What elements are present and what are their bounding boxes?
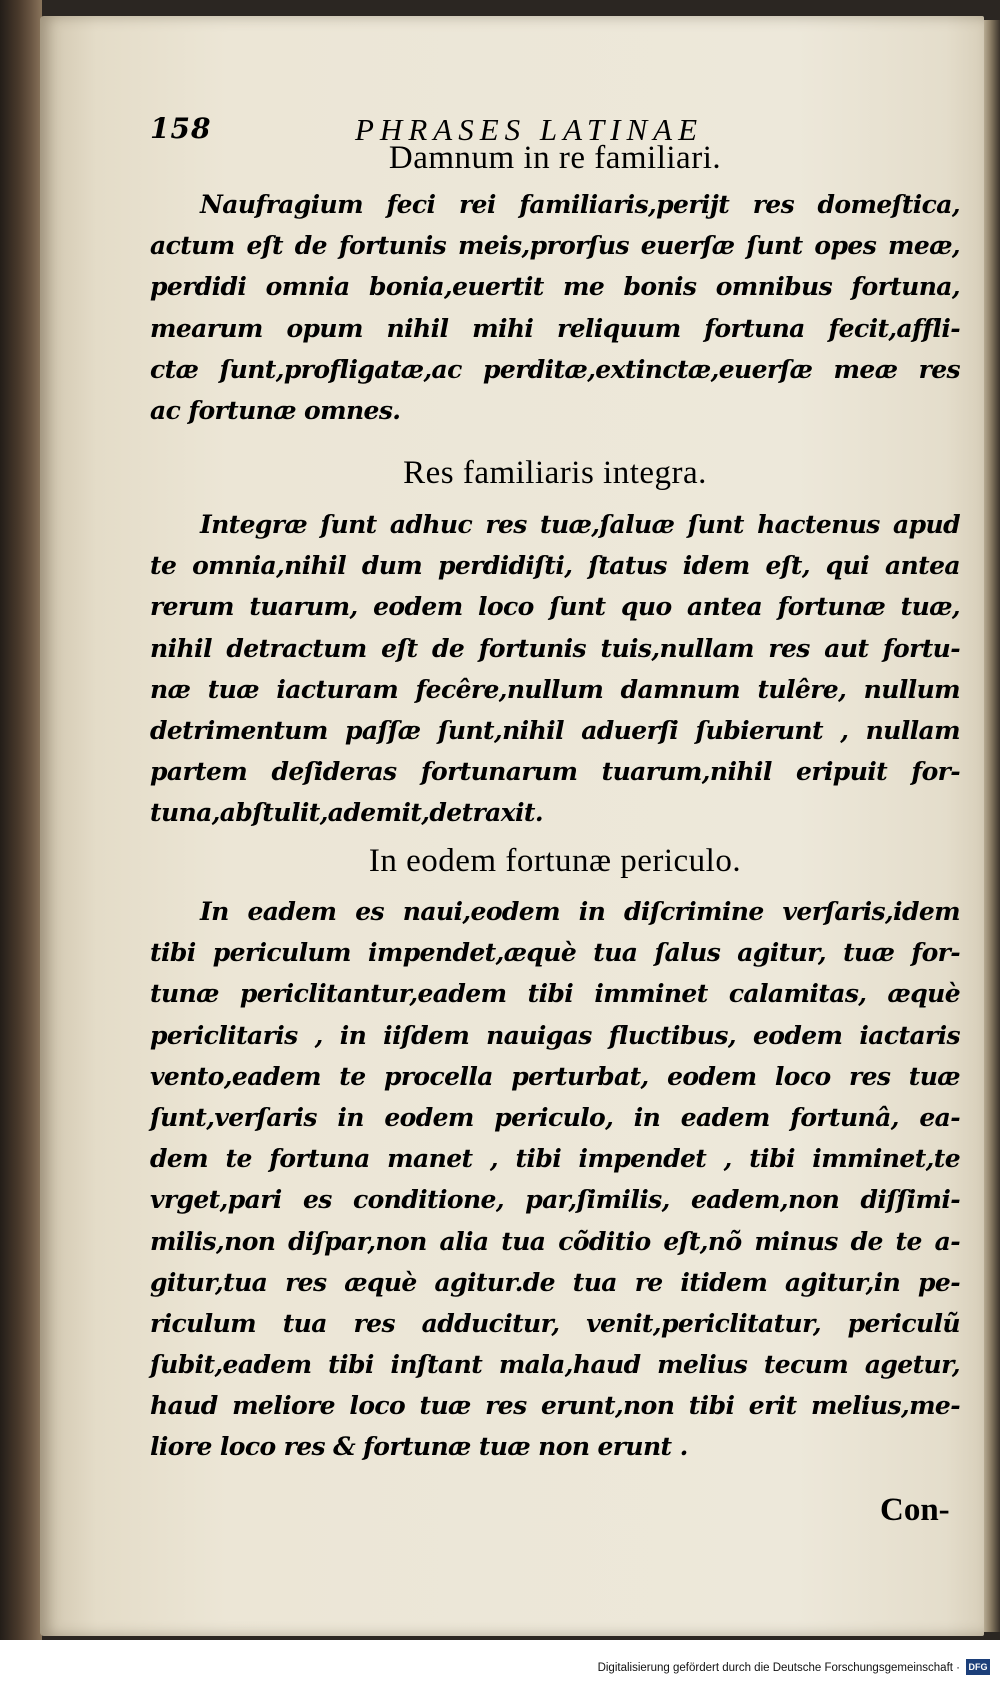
- text-line: Integræ ſunt adhuc res tuæ,ſaluæ ſunt hactenus apud: [200, 510, 960, 539]
- text-line: Naufragium feci rei familiaris,perijt res domeſtica,: [200, 190, 960, 219]
- text-line: vrget,pari es conditione, par,ſimilis, eadem,non diſſimi-: [150, 1185, 960, 1215]
- running-title: PHRASES LATINAE: [355, 112, 704, 147]
- text-line: mearum opum nihil mihi reliquum fortuna fecit,affli-: [150, 313, 960, 343]
- text-line: nihil detractum eſt de fortunis tuis,nullam res aut fortu-: [150, 633, 960, 663]
- section-heading: Res familiaris integra.: [403, 455, 707, 491]
- book-binding: [0, 0, 42, 1640]
- text-line: liore loco res & fortunæ tuæ non erunt .: [150, 1432, 688, 1462]
- text-line: ſubit,eadem tibi inſtant mala,haud melius tecum agetur,: [150, 1350, 960, 1380]
- section-heading: Damnum in re familiari.: [388, 140, 722, 176]
- text-line: In eadem es naui,eodem in diſcrimine verſaris,idem: [200, 897, 960, 926]
- text-line: ſunt,verſaris in eodem periculo, in eadem fortunâ, ea-: [150, 1102, 960, 1132]
- paragraph: [150, 891, 960, 1468]
- catchword: Con-: [880, 1492, 950, 1528]
- paragraph: [150, 184, 960, 431]
- funding-credit: Digitalisierung gefördert durch die Deutsche Forschungsgemeinschaft ·: [597, 1662, 960, 1674]
- text-line: vento,eadem te procella perturbat, eodem loco res tuæ: [150, 1061, 960, 1091]
- text-line: perdidi omnia bonia,euertit me bonis omnibus fortuna,: [150, 272, 960, 302]
- dfg-logo: DFG: [966, 1659, 990, 1675]
- text-line: næ tuæ iacturam fecêre,nullum damnum tulêre, nullum: [150, 674, 960, 704]
- text-line: partem deſideras fortunarum tuarum,nihil eripuit for-: [150, 757, 960, 787]
- text-line: haud meliore loco tuæ res erunt,non tibi erit melius,me-: [150, 1391, 960, 1421]
- page-number: 158: [150, 112, 212, 145]
- text-line: gitur,tua res æquè agitur.de tua re itidem agitur,in pe-: [150, 1267, 960, 1297]
- text-line: tuna,abſtulit,ademit,detraxit.: [150, 798, 543, 828]
- section-heading: In eodem fortunæ periculo.: [368, 843, 742, 879]
- text-line: te omnia,nihil dum perdidiſti, ſtatus idem eſt, qui antea: [150, 551, 960, 581]
- text-line: riculum tua res adducitur, venit,periclitatur, periculũ: [150, 1308, 960, 1338]
- text-line: detrimentum paſſæ ſunt,nihil aduerſi ſubierunt , nullam: [150, 715, 960, 745]
- text-line: ctæ ſunt,profligatæ,ac perditæ,extinctæ,euerſæ meæ res: [150, 354, 960, 384]
- text-line: actum eſt de fortunis meis,prorſus euerſæ ſunt opes meæ,: [150, 231, 960, 261]
- text-line: tunæ periclitantur,eadem tibi imminet calamitas, æquè: [150, 979, 960, 1009]
- text-line: milis,non diſpar,non alia tua cõditio eſt,nõ minus de te a-: [150, 1226, 960, 1256]
- text-line: tibi periculum impendet,æquè tua ſalus agitur, tuæ for-: [150, 938, 960, 968]
- text-line: periclitaris , in iiſdem nauigas fluctibus, eodem iactaris: [150, 1020, 960, 1050]
- page-edge: [984, 20, 1000, 1632]
- text-line: ac fortunæ omnes.: [150, 395, 401, 425]
- text-line: rerum tuarum, eodem loco ſunt quo antea fortunæ tuæ,: [150, 592, 960, 622]
- digitization-footer: [0, 1640, 1000, 1682]
- text-line: dem te fortuna manet , tibi impendet , tibi imminet,te: [150, 1144, 960, 1174]
- paragraph: [150, 504, 960, 834]
